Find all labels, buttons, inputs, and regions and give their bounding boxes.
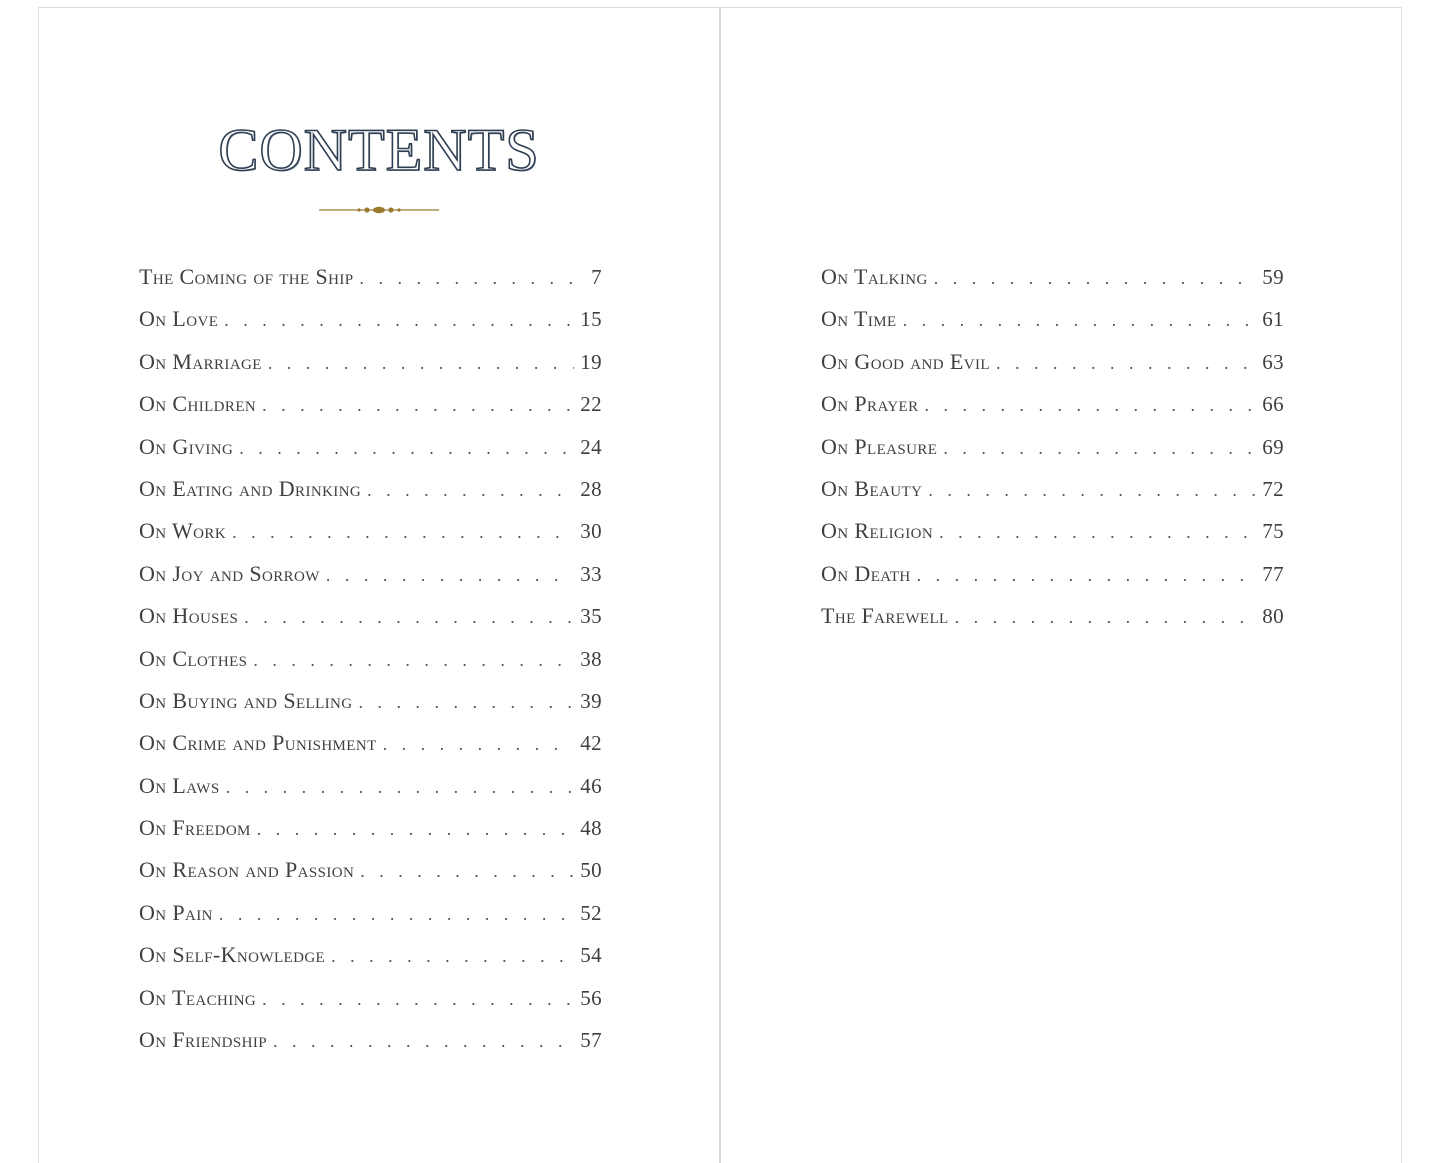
toc-leader-dots	[232, 517, 574, 547]
toc-leader-dots	[253, 645, 574, 675]
toc-entry-title: On Time	[821, 306, 897, 332]
toc-leader-dots	[262, 390, 574, 420]
toc-entry[interactable]	[139, 559, 602, 601]
toc-entry-page: 39	[580, 688, 602, 713]
toc-entry-title: On Clothes	[139, 645, 248, 671]
toc-entry-page: 28	[580, 476, 602, 501]
toc-leader-dots	[273, 1026, 574, 1056]
toc-entry-page: 52	[580, 900, 602, 925]
toc-entry[interactable]	[139, 940, 602, 982]
toc-leader-dots	[359, 687, 575, 717]
toc-entry-page: 61	[1262, 307, 1284, 332]
toc-leader-dots	[219, 899, 574, 929]
toc-entry[interactable]	[139, 771, 602, 813]
toc-entry-page: 63	[1262, 349, 1284, 374]
toc-entry-page: 24	[580, 434, 602, 459]
toc-entry-title: On Pleasure	[821, 433, 938, 459]
toc-entry[interactable]	[139, 304, 602, 346]
toc-entry-title: On Beauty	[821, 475, 923, 501]
toc-entry-title: On Joy and Sorrow	[139, 560, 320, 586]
toc-entry[interactable]	[821, 347, 1284, 389]
toc-leader-dots	[928, 475, 1256, 505]
toc-entry[interactable]	[139, 898, 602, 940]
toc-entry[interactable]	[821, 601, 1284, 643]
toc-entry-title: On Talking	[821, 264, 928, 289]
toc-entry-title: On Giving	[139, 433, 234, 459]
toc-entry-title: On Love	[139, 306, 219, 332]
toc-entry-title: On Reason and Passion	[139, 857, 355, 883]
toc-entry-title: On Freedom	[139, 815, 251, 841]
toc-entry-title: On Marriage	[139, 348, 262, 374]
toc-entry[interactable]	[139, 644, 602, 686]
toc-entry-title: On Prayer	[821, 391, 919, 417]
toc-entry[interactable]	[139, 813, 602, 855]
toc-entry[interactable]	[139, 855, 602, 897]
toc-entry[interactable]	[139, 389, 602, 431]
toc-leader-dots	[934, 263, 1256, 293]
toc-leader-dots	[326, 560, 574, 590]
toc-entry-title: On Pain	[139, 899, 213, 925]
toc-entry[interactable]	[821, 262, 1284, 304]
toc-entry-page: 80	[1262, 604, 1284, 629]
toc-entry-title: On Eating and Drinking	[139, 475, 362, 501]
page-gutter	[719, 8, 721, 1163]
toc-entry[interactable]	[139, 262, 602, 304]
toc-leader-dots	[224, 305, 574, 335]
toc-entry[interactable]	[821, 516, 1284, 558]
toc-entry-page: 15	[580, 307, 602, 332]
toc-entry-page: 38	[580, 646, 602, 671]
toc-left-column	[139, 262, 602, 1067]
toc-leader-dots	[244, 602, 574, 632]
toc-entry-page: 50	[580, 858, 602, 883]
toc-leader-dots	[367, 475, 574, 505]
toc-entry-page: 22	[580, 392, 602, 417]
toc-leader-dots	[239, 433, 574, 463]
toc-entry-title: On Work	[139, 518, 227, 544]
toc-entry[interactable]	[139, 347, 602, 389]
toc-entry-title: The Coming of the Ship	[139, 264, 354, 289]
toc-leader-dots	[903, 305, 1257, 335]
toc-leader-dots	[996, 348, 1256, 378]
toc-entry-page: 66	[1262, 392, 1284, 417]
toc-leader-dots	[262, 984, 574, 1014]
toc-entry-title: The Farewell	[821, 603, 949, 629]
book-spread	[38, 7, 1402, 1163]
toc-entry-page: 57	[580, 1028, 602, 1053]
toc-leader-dots	[939, 517, 1256, 547]
toc-right-column	[821, 262, 1284, 644]
toc-leader-dots	[360, 856, 574, 886]
toc-leader-dots	[925, 390, 1257, 420]
toc-entry-page: 46	[580, 773, 602, 798]
toc-leader-dots	[359, 263, 585, 293]
toc-entry-title: On Religion	[821, 518, 934, 544]
toc-entry[interactable]	[139, 432, 602, 474]
toc-entry-page: 69	[1262, 434, 1284, 459]
toc-entry-title: On Houses	[139, 603, 239, 629]
toc-entry-page: 42	[580, 731, 602, 756]
flourish-divider-icon	[317, 203, 441, 217]
toc-entry-page: 77	[1262, 561, 1284, 586]
toc-entry-page: 75	[1262, 519, 1284, 544]
toc-leader-dots	[257, 814, 574, 844]
toc-entry[interactable]	[821, 559, 1284, 601]
toc-leader-dots	[226, 772, 575, 802]
toc-entry-page: 35	[580, 604, 602, 629]
toc-entry[interactable]	[139, 516, 602, 558]
toc-entry-page: 54	[580, 943, 602, 968]
toc-entry[interactable]	[139, 686, 602, 728]
toc-entry-page: 33	[580, 561, 602, 586]
toc-entry[interactable]	[821, 432, 1284, 474]
toc-leader-dots	[955, 602, 1257, 632]
toc-entry-page: 59	[1262, 265, 1284, 289]
contents-heading: CONTENTS	[218, 117, 540, 183]
toc-entry[interactable]	[821, 304, 1284, 346]
toc-entry-page: 30	[580, 519, 602, 544]
toc-entry-page: 48	[580, 816, 602, 841]
toc-entry-page: 19	[580, 349, 602, 374]
toc-entry-page: 7	[591, 265, 602, 289]
toc-leader-dots	[268, 348, 574, 378]
toc-entry-title: On Death	[821, 560, 911, 586]
toc-entry[interactable]	[139, 1025, 602, 1067]
toc-entry-title: On Teaching	[139, 984, 257, 1010]
toc-entry[interactable]	[821, 474, 1284, 516]
toc-entry-page: 72	[1262, 476, 1284, 501]
toc-entry[interactable]	[139, 601, 602, 643]
toc-entry-title: On Buying and Selling	[139, 687, 353, 713]
toc-entry[interactable]	[139, 983, 602, 1025]
toc-entry[interactable]	[139, 474, 602, 516]
toc-entry[interactable]	[139, 728, 602, 770]
toc-entry-title: On Children	[139, 391, 257, 417]
toc-leader-dots	[943, 433, 1256, 463]
toc-leader-dots	[917, 560, 1257, 590]
toc-entry-title: On Laws	[139, 772, 220, 798]
toc-entry-page: 56	[580, 985, 602, 1010]
toc-entry[interactable]	[821, 389, 1284, 431]
toc-leader-dots	[331, 941, 574, 971]
toc-entry-title: On Friendship	[139, 1027, 267, 1053]
toc-entry-title: On Good and Evil	[821, 348, 990, 374]
toc-leader-dots	[383, 729, 575, 759]
toc-entry-title: On Self-Knowledge	[139, 942, 326, 968]
toc-entry-title: On Crime and Punishment	[139, 730, 377, 756]
